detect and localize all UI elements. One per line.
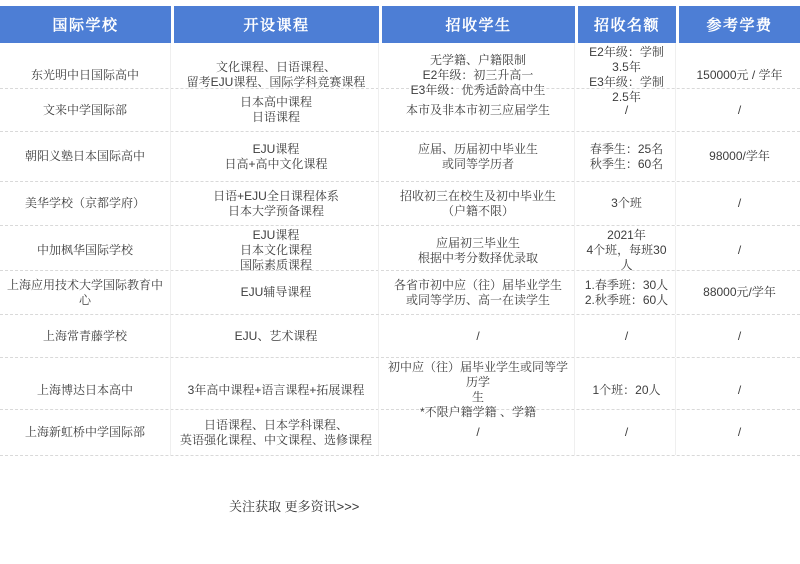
cell-line: 上海博达日本高中 xyxy=(36,382,133,397)
students-cell xyxy=(382,226,575,275)
table-header-row xyxy=(0,6,800,43)
quota-cell xyxy=(578,182,676,225)
cell-line: 2021年 xyxy=(607,228,646,242)
school-cell xyxy=(0,410,171,455)
cell-line: / xyxy=(476,425,480,439)
header-students: 招收学生 xyxy=(382,6,575,43)
cell-line: EJU、艺术课程 xyxy=(234,328,318,343)
students-cell xyxy=(382,89,575,131)
cell-line: / xyxy=(624,328,629,343)
cell-line: / xyxy=(737,243,742,257)
cell-line: 日高+高中文化课程 xyxy=(224,156,328,171)
tuition-cell xyxy=(679,315,800,357)
table-row xyxy=(0,226,800,271)
cell-line: 150000元 / 学年 xyxy=(696,67,783,82)
cell-line: （户籍不限） xyxy=(441,203,514,218)
cell-line: E3年级：学制2.5年 xyxy=(589,75,664,104)
cell-line: 留考EJU课程、国际学科竞赛课程 xyxy=(186,75,366,89)
cell-line: 招收初三在校生及初中毕业生 xyxy=(399,188,556,203)
courses-cell xyxy=(174,132,379,181)
cell-line: / xyxy=(737,102,742,117)
cell-line: 美华学校（京都学府） xyxy=(24,196,145,210)
cell-line: 2.秋季班：60人 xyxy=(584,292,669,307)
cell-line: E3年级：优秀适龄高中生 xyxy=(410,82,546,97)
cell-line: 3个班 xyxy=(611,196,642,210)
cell-line: 英语强化课程、中文课程、选修课程 xyxy=(179,432,372,447)
cell-line: / xyxy=(737,425,742,439)
students-cell xyxy=(382,182,575,225)
cell-line: 1个班：20人 xyxy=(592,382,661,397)
quota-cell xyxy=(578,89,676,131)
cell-line: / xyxy=(476,328,480,343)
cell-line: 日语课程、日本学科课程、 xyxy=(203,417,348,432)
school-cell xyxy=(0,226,171,275)
cell-line: 日语课程 xyxy=(251,110,300,124)
cell-line: / xyxy=(737,196,742,210)
cell-line: 各省市初中应（往）届毕业学生 xyxy=(393,277,562,292)
school-cell xyxy=(0,182,171,225)
cell-line: / xyxy=(737,328,742,343)
more-info-link[interactable]: 关注获取 更多资讯>>> xyxy=(229,499,360,514)
table-body xyxy=(0,43,800,456)
cell-line: / xyxy=(737,382,742,397)
students-cell xyxy=(382,132,575,181)
tuition-cell xyxy=(679,410,800,455)
quota-cell xyxy=(578,271,676,314)
tuition-cell xyxy=(679,132,800,181)
table-row xyxy=(0,271,800,315)
cell-line: 98000/学年 xyxy=(709,149,770,163)
courses-cell xyxy=(174,315,379,357)
students-cell xyxy=(382,410,575,455)
cell-line: 东光明中日国际高中 xyxy=(30,67,139,82)
quota-cell xyxy=(578,410,676,455)
cell-line: 初中应（往）届毕业学生或同等学历学 xyxy=(387,360,568,389)
header-courses: 开设课程 xyxy=(174,6,379,43)
table-row xyxy=(0,358,800,419)
quota-cell xyxy=(578,315,676,357)
cell-line: 根据中考分数择优录取 xyxy=(417,250,538,265)
cell-line: 上海新虹桥中学国际部 xyxy=(24,425,145,439)
courses-cell xyxy=(174,271,379,314)
cell-line: 本市及非本市初三应届学生 xyxy=(405,102,550,117)
school-cell xyxy=(0,315,171,357)
cell-line: E2年级：学制3.5年 xyxy=(589,45,664,74)
quota-cell xyxy=(578,132,676,181)
cell-line: 国际素质课程 xyxy=(239,258,312,272)
tuition-cell xyxy=(679,271,800,314)
cell-line: EJU课程 xyxy=(252,141,300,156)
cell-line: *不限户籍学籍 、学籍 xyxy=(419,405,536,419)
cell-line: 或同等学历、高一在读学生 xyxy=(405,292,550,307)
courses-cell xyxy=(174,182,379,225)
cell-line: 日本大学预备课程 xyxy=(227,203,324,218)
cell-line: 3年高中课程+语言课程+拓展课程 xyxy=(187,382,365,397)
quota-cell xyxy=(578,226,676,275)
cell-line: 朝阳义塾日本国际高中 xyxy=(24,149,145,163)
table-row xyxy=(0,89,800,132)
cell-line: EJU辅导课程 xyxy=(240,285,312,299)
cell-line: 无学籍、户籍限制 xyxy=(429,52,526,67)
school-cell xyxy=(0,132,171,181)
cell-line: 上海常青藤学校 xyxy=(42,328,127,343)
tuition-cell xyxy=(679,89,800,131)
cell-line: 应届初三毕业生 xyxy=(435,235,520,250)
school-cell xyxy=(0,271,171,314)
courses-cell xyxy=(174,226,379,275)
header-quota: 招收名额 xyxy=(578,6,676,43)
school-cell xyxy=(0,89,171,131)
cell-line: EJU课程 xyxy=(252,228,300,242)
cell-line: 4个班，每班30人 xyxy=(586,243,667,272)
tuition-cell xyxy=(679,182,800,225)
tuition-cell xyxy=(679,226,800,275)
cell-line: E2年级：初三升高一 xyxy=(422,67,534,82)
cell-line: 日本高中课程 xyxy=(239,95,312,109)
cell-line: 文来中学国际部 xyxy=(42,102,127,117)
table-row xyxy=(0,410,800,456)
students-cell xyxy=(382,271,575,314)
cell-line: 上海应用技术大学国际教育中心 xyxy=(6,277,163,307)
table-row xyxy=(0,132,800,182)
table-row xyxy=(0,182,800,226)
cell-line: 应届、历届初中毕业生 xyxy=(417,141,538,156)
cell-line: 1.春季班：30人 xyxy=(584,277,669,292)
cell-line: 日本文化课程 xyxy=(239,243,312,257)
cell-line: 春季生：25名 xyxy=(589,141,664,156)
header-tuition: 参考学费 xyxy=(679,6,800,43)
cell-line: / xyxy=(624,425,629,439)
cell-line: 日语+EJU全日课程体系 xyxy=(213,188,339,203)
header-school: 国际学校 xyxy=(0,6,171,43)
cell-line: / xyxy=(624,102,629,117)
cell-line: 或同等学历者 xyxy=(441,156,514,171)
cell-line: 文化课程、日语课程、 xyxy=(215,60,336,74)
cell-line: 中加枫华国际学校 xyxy=(36,243,133,257)
cell-line: 生 xyxy=(471,390,484,404)
courses-cell xyxy=(174,410,379,455)
table-row xyxy=(0,315,800,358)
cell-line: 秋季生：60名 xyxy=(589,156,664,171)
courses-cell xyxy=(174,89,379,131)
schools-table xyxy=(0,6,800,456)
cell-line: 88000元/学年 xyxy=(703,285,776,299)
students-cell xyxy=(382,315,575,357)
